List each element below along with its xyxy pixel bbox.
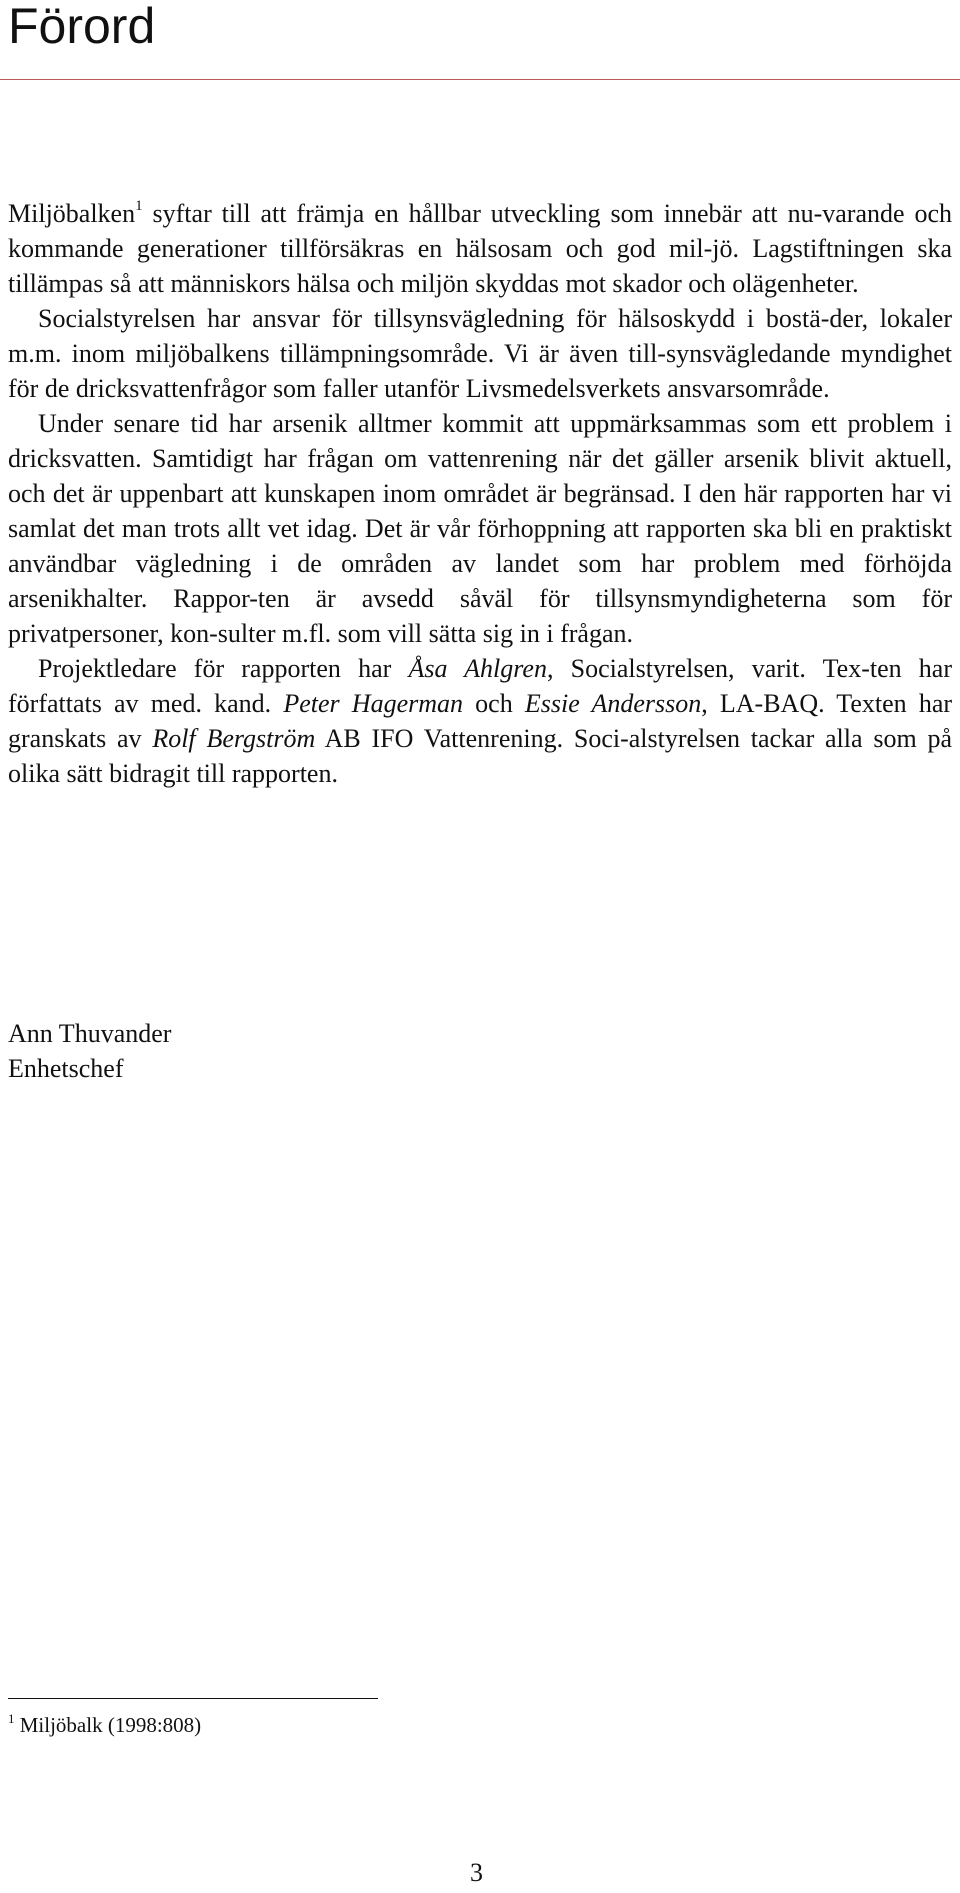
signatory-title: Enhetschef	[8, 1054, 124, 1083]
paragraph-3: Under senare tid har arsenik alltmer kommit att uppmärksammas som ett problem i dricksvatten. Samtidigt har frågan om vattenrening när det gäller arsenik blivit aktuell, och det är uppenbart att kunskapen inom området är begränsad. I den här rapporten har vi samlat det man trots allt vet idag. Det är vår förhoppning att rapporten ska bli en praktiskt användbar vägledning i de områden av landet som har problem med förhöjda arsenikhalter. Rappor-ten är avsedd såväl för tillsynsmyndigheterna som för privatpersoner, kon-sulter m.fl. som vill sätta sig in i frågan.	[8, 409, 952, 648]
paragraph-4-text: AB IFO Vattenrening. Soci-alstyrelsen tackar alla som på olika sätt bidragit till rapporten.	[8, 724, 953, 788]
body-text	[8, 196, 952, 791]
footnote	[8, 1712, 201, 1738]
footnote-marker: 1	[8, 1711, 15, 1726]
paragraph-1-rest: syftar till att främja en hållbar utveckling som innebär att nu-varande och kommande generationer tillförsäkras en hälsosam och god mil-jö. Lagstiftningen ska tillämpas så att människors hälsa och miljön skyddas mot skador och olägenheter.	[8, 199, 952, 298]
person-name: Åsa Ahlgren	[408, 654, 547, 683]
person-name: Peter Hagerman	[283, 689, 464, 718]
person-name: Rolf Bergström	[152, 724, 316, 753]
paragraph-4-text: , LA-BAQ. Texten har granskats av	[8, 689, 953, 753]
paragraph-4-text: Projektledare för rapporten har	[38, 654, 409, 683]
footnote-separator	[8, 1698, 378, 1699]
signature-block	[8, 1016, 171, 1086]
paragraph-4	[8, 651, 952, 791]
paragraph-1-start: Miljöbalken	[8, 199, 136, 228]
footnote-reference: 1	[135, 198, 143, 214]
heading-rule	[0, 79, 960, 80]
person-name: Essie Andersson	[524, 689, 702, 718]
signatory-name: Ann Thuvander	[8, 1019, 172, 1048]
paragraph-4-text: och	[463, 689, 525, 718]
paragraph-1	[8, 196, 952, 301]
page-title: Förord	[8, 0, 156, 54]
paragraph-2: Socialstyrelsen har ansvar för tillsynsvägledning för hälsoskydd i bostä-der, lokaler m.m. inom miljöbalkens tillämpningsområde. Vi är även till-synsvägledande myndighet för de dricksvattenfrågor som faller utanför Livsmedelsverkets ansvarsområde.	[8, 304, 952, 403]
page-number: 3	[470, 1858, 483, 1887]
footnote-text: Miljöbalk (1998:808)	[14, 1713, 202, 1737]
paragraph-4-text: , Socialstyrelsen, varit. Tex-ten har författats av med. kand.	[8, 654, 952, 718]
